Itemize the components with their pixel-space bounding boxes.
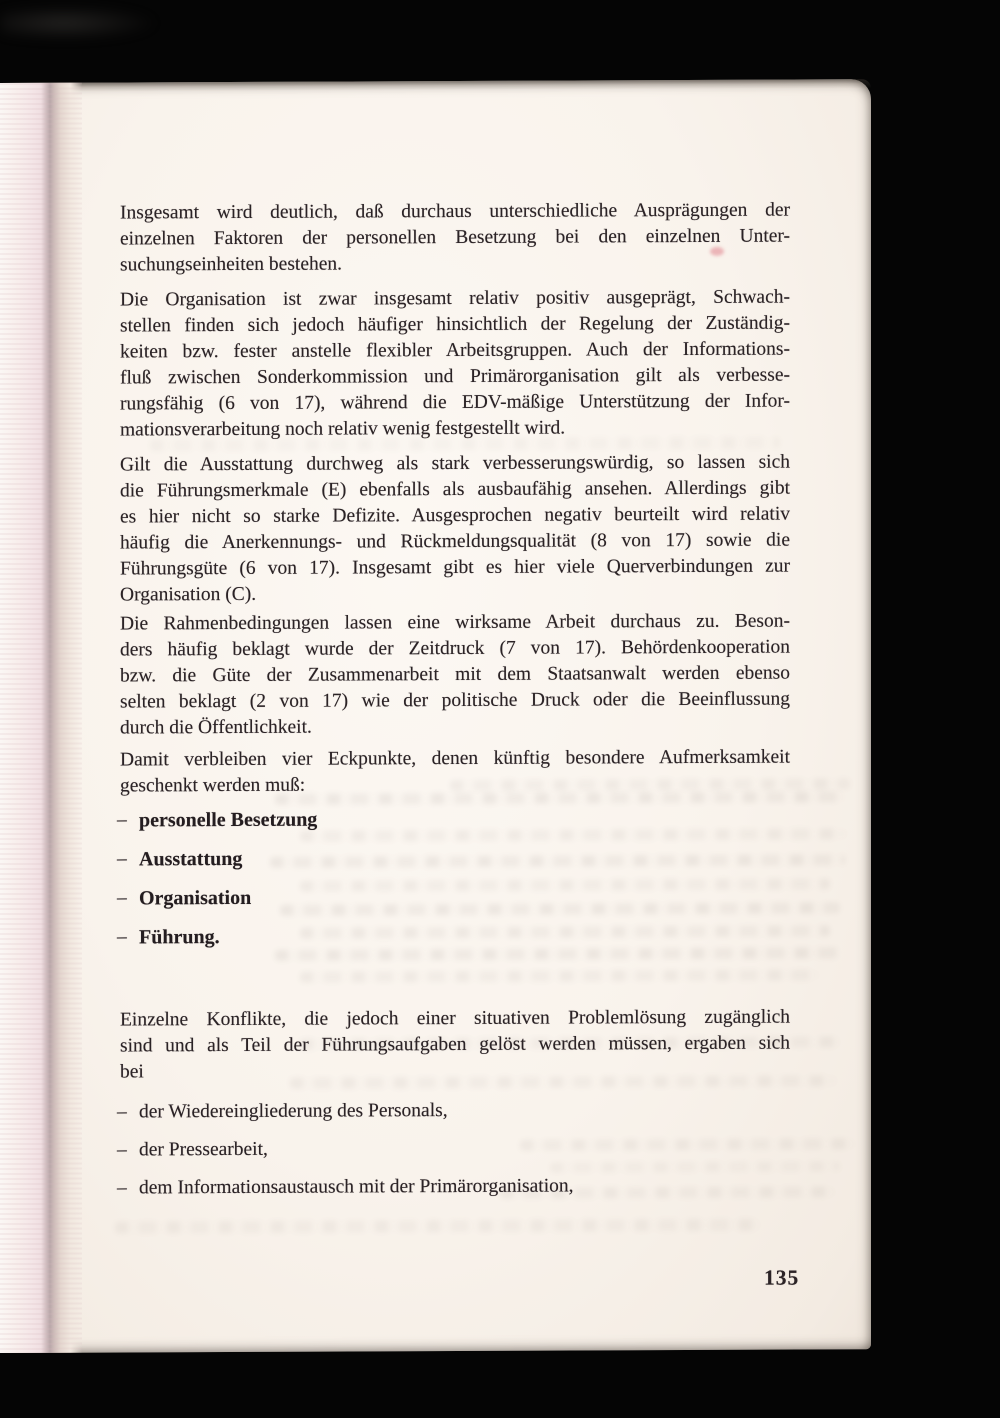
page-gutter-shadow — [0, 83, 82, 1353]
text-line: es hier nicht so starke Defizite. Ausgesprochen negativ beurteilt wird relativ — [120, 503, 790, 528]
list-item-label: dem Informationsaustausch mit der Primärorganisation, — [139, 1175, 574, 1199]
list-item — [117, 805, 790, 835]
list-item — [117, 844, 790, 874]
key-points-list — [117, 805, 790, 952]
text-line: Damit verbleiben vier Eckpunkte, denen künftig besondere Aufmerksamkeit — [120, 746, 790, 771]
dash-bullet: – — [117, 1101, 127, 1123]
paragraph-6 — [120, 1005, 790, 1086]
text-line: suchungseinheiten bestehen. — [120, 253, 343, 276]
list-item — [117, 1097, 790, 1126]
paragraph-2 — [120, 285, 790, 444]
text-line: häufig die Anerkennungs- und Rückmeldungsqualität (8 von 17) sowie die — [120, 529, 790, 554]
text-line: fluß zwischen Sonderkommission und Primärorganisation gilt als verbesse- — [120, 364, 790, 389]
text-line: durch die Öffentlichkeit. — [120, 716, 312, 739]
text-line: mationsverarbeitung noch relativ wenig festgestellt wird. — [120, 417, 566, 441]
text-line: einzelnen Faktoren der personellen Besetzung bei den einzelnen Unter- — [120, 225, 790, 250]
text-line: bei — [120, 1061, 144, 1083]
text-line: Die Organisation ist zwar insgesamt relativ positiv ausgeprägt, Schwach- — [120, 286, 790, 311]
text-line: Führungsgüte (6 von 17). Insgesamt gibt es hier viele Querverbindungen zur — [120, 555, 790, 580]
text-line: stellen finden sich jedoch häufiger hinsichtlich der Regelung der Zuständig- — [120, 312, 790, 337]
book-page — [0, 79, 871, 1353]
list-item — [117, 1173, 790, 1202]
text-line: ders häufig beklagt wurde der Zeitdruck (7 von 17). Behördenkooperation — [120, 636, 790, 661]
list-item-label: Organisation — [139, 886, 252, 910]
paragraph-4 — [120, 609, 790, 742]
list-item-label: der Pressearbeit, — [139, 1138, 268, 1161]
list-item-label: Ausstattung — [139, 847, 243, 871]
text-column — [117, 198, 790, 1202]
dash-bullet: – — [117, 1177, 127, 1199]
dash-bullet: – — [117, 926, 127, 948]
text-line: die Führungsmerkmale (E) ebenfalls als ausbaufähig ansehen. Allerdings gibt — [120, 477, 790, 502]
dash-bullet: – — [117, 887, 127, 909]
list-item — [117, 1135, 790, 1164]
list-item — [117, 922, 790, 952]
text-line: Einzelne Konflikte, die jedoch einer situativen Problemlösung zugänglich — [120, 1006, 790, 1031]
page-number: 135 — [764, 1265, 800, 1290]
paragraph-3 — [120, 450, 790, 609]
paragraph-5 — [120, 745, 790, 800]
text-line: Organisation (C). — [120, 583, 257, 606]
dash-bullet: – — [117, 1139, 127, 1161]
text-line: keiten bzw. fester anstelle flexibler Arbeitsgruppen. Auch der Informations- — [120, 338, 790, 363]
list-item-label: Führung. — [139, 926, 220, 949]
conflict-list — [117, 1097, 790, 1202]
dash-bullet: – — [117, 848, 127, 870]
paragraph-1 — [120, 198, 790, 279]
text-line: rungsfähig (6 von 17), während die EDV-mäßige Unterstützung der Infor- — [120, 390, 790, 415]
list-item-label: der Wiedereingliederung des Personals, — [139, 1100, 448, 1123]
camera-flash-streak — [0, 6, 160, 40]
text-line: Die Rahmenbedingungen lassen eine wirksame Arbeit durchaus zu. Beson- — [120, 610, 790, 635]
list-item-label: personelle Besetzung — [139, 808, 318, 832]
text-line: Insgesamt wird deutlich, daß durchaus unterschiedliche Ausprägungen der — [120, 199, 790, 224]
text-line: Gilt die Ausstattung durchweg als stark verbesserungswürdig, so lassen sich — [120, 451, 790, 476]
text-line: sind und als Teil der Führungsaufgaben gelöst werden müssen, ergaben sich — [120, 1032, 790, 1057]
text-line: selten beklagt (2 von 17) wie der politische Druck oder die Beeinflussung — [120, 688, 790, 713]
text-line: geschenkt werden muß: — [120, 774, 306, 797]
text-line: bzw. die Güte der Zusammenarbeit mit dem Staatsanwalt werden ebenso — [120, 662, 790, 687]
list-item — [117, 883, 790, 913]
dash-bullet: – — [117, 809, 127, 831]
bleed-through — [115, 1219, 760, 1234]
